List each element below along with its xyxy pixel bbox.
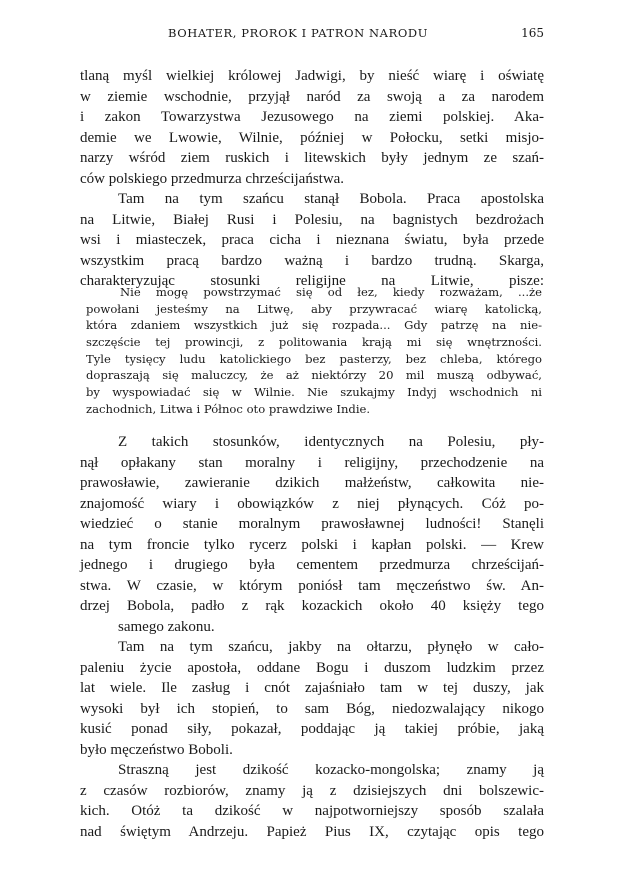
text-line: na Litwie, Białej Rusi i Polesiu, na bagnistych bezdrożach: [80, 211, 544, 228]
quote-line: która zdaniem wszystkich już się rozpada... Gdy patrzę na nie-: [86, 318, 542, 333]
text-line: Tam na tym szańcu stanął Bobola. Praca apostolska: [118, 191, 544, 207]
text-line: wsi i miasteczek, praca cicha i nieznana światu, była przede: [80, 232, 544, 248]
quote-line: Tyle tysięcy ludu katolickiego bez pasterzy, bez chleba, którego: [86, 351, 542, 366]
text-line: wszystkim pracą bardzo ważną i bardzo trudną. Skarga,: [80, 252, 544, 269]
text-line: stwa. W czasie, w którym poniósł tam męczeństwo św. An-: [80, 577, 544, 594]
text-line: tlaną myśl wielkiej królowej Jadwigi, by nieść wiarę i oświatę: [80, 68, 544, 84]
body-text-bottom: [80, 432, 544, 842]
body-text-top: [80, 66, 544, 292]
text-line: Tam na tym szańcu, jakby na ołtarzu, płynęło w cało-: [118, 639, 544, 655]
text-line: paleniu życie apostoła, oddane Bogu i duszom ludzkim przez: [80, 659, 544, 676]
text-line: kich. Otóż ta dzikość w najpotworniejszy sposób szalała: [80, 803, 544, 819]
text-line: wiedzieć o stanie moralnym prawosławnej ludności! Stanęli: [80, 516, 544, 532]
quote-line: powołani jesteśmy na Litwę, aby przywracać wiarę katolicką,: [86, 301, 542, 316]
page-number: 165: [521, 26, 544, 40]
quote-line: szczęście tej prowincji, z politowania krają mi się wnętrzności.: [86, 335, 542, 350]
text-line: znajomość wiary i obowiązków z niej płynących. Cóż po-: [80, 495, 544, 512]
text-line: narzy wśród ziem ruskich i litewskich były jednym ze szań-: [80, 150, 544, 166]
quote-line: Nie mogę powstrzymać się od łez, kiedy rozważam, ...że: [120, 285, 542, 299]
text-line: samego zakonu.: [118, 618, 215, 635]
text-line: nął opłakany stan moralny i religijny, przechodzenie na: [80, 454, 544, 471]
text-line: i zakon Towarzystwa Jezusowego na ziemi polskiej. Aka-: [80, 109, 544, 125]
text-line: w ziemie wschodnie, przyjął naród za swoją a za narodem: [80, 88, 544, 105]
text-line: nad świętym Andrzeju. Papież Pius IX, czytając opis tego: [80, 823, 544, 840]
quotation-block: [86, 284, 542, 418]
text-line: było męczeństwo Boboli.: [80, 741, 233, 758]
quote-line: zachodnich, Litwa i Północ oto prawdziwe Indie.: [86, 401, 371, 416]
running-title: BOHATER, PROROK I PATRON NARODU: [168, 26, 428, 40]
text-line: ców polskiego przedmurza chrześcijaństwa.: [80, 170, 345, 187]
text-line: z czasów rozbiorów, znamy ją z dzisiejszych dni bolszewic-: [80, 782, 544, 799]
text-line: drzej Bobola, padło z rąk kozackich około 40 księży tego: [80, 598, 544, 614]
text-line: lat wiele. Ile zasług i cnót zajaśniało tam w tej duszy, jak: [80, 680, 544, 696]
quote-line: dopraszają się maluczcy, że aż niektórzy 20 mil muszą odbywać,: [86, 368, 542, 383]
text-line: kusić ponad siły, pokazał, poddając ją takiej próbie, jaką: [80, 721, 544, 737]
running-header: [88, 24, 544, 44]
text-line: Straszną jest dzikość kozacko-mongolska; znamy ją: [118, 762, 544, 778]
text-line: Z takich stosunków, identycznych na Polesiu, pły-: [118, 434, 544, 450]
text-line: jednego i drugiego była cementem przedmurza chrześcijań-: [80, 557, 544, 573]
text-line: demie we Lwowie, Wilnie, później w Połocku, setki misjo-: [80, 129, 544, 146]
text-line: charakteryzując stosunki religijne na Litwie, pisze:: [80, 273, 544, 289]
quote-line: by wyspowiadać się w Wilnie. Nie szukajmy Indyj wschodnich ni: [86, 385, 542, 400]
text-line: na tym froncie tylko rycerz polski i kapłan polski. — Krew: [80, 536, 544, 553]
text-line: prawosławie, zawieranie dzikich małżeństw, całkowita nie-: [80, 475, 544, 491]
text-line: wysoki był ich stopień, to sam Bóg, niedozwalający nikogo: [80, 700, 544, 717]
